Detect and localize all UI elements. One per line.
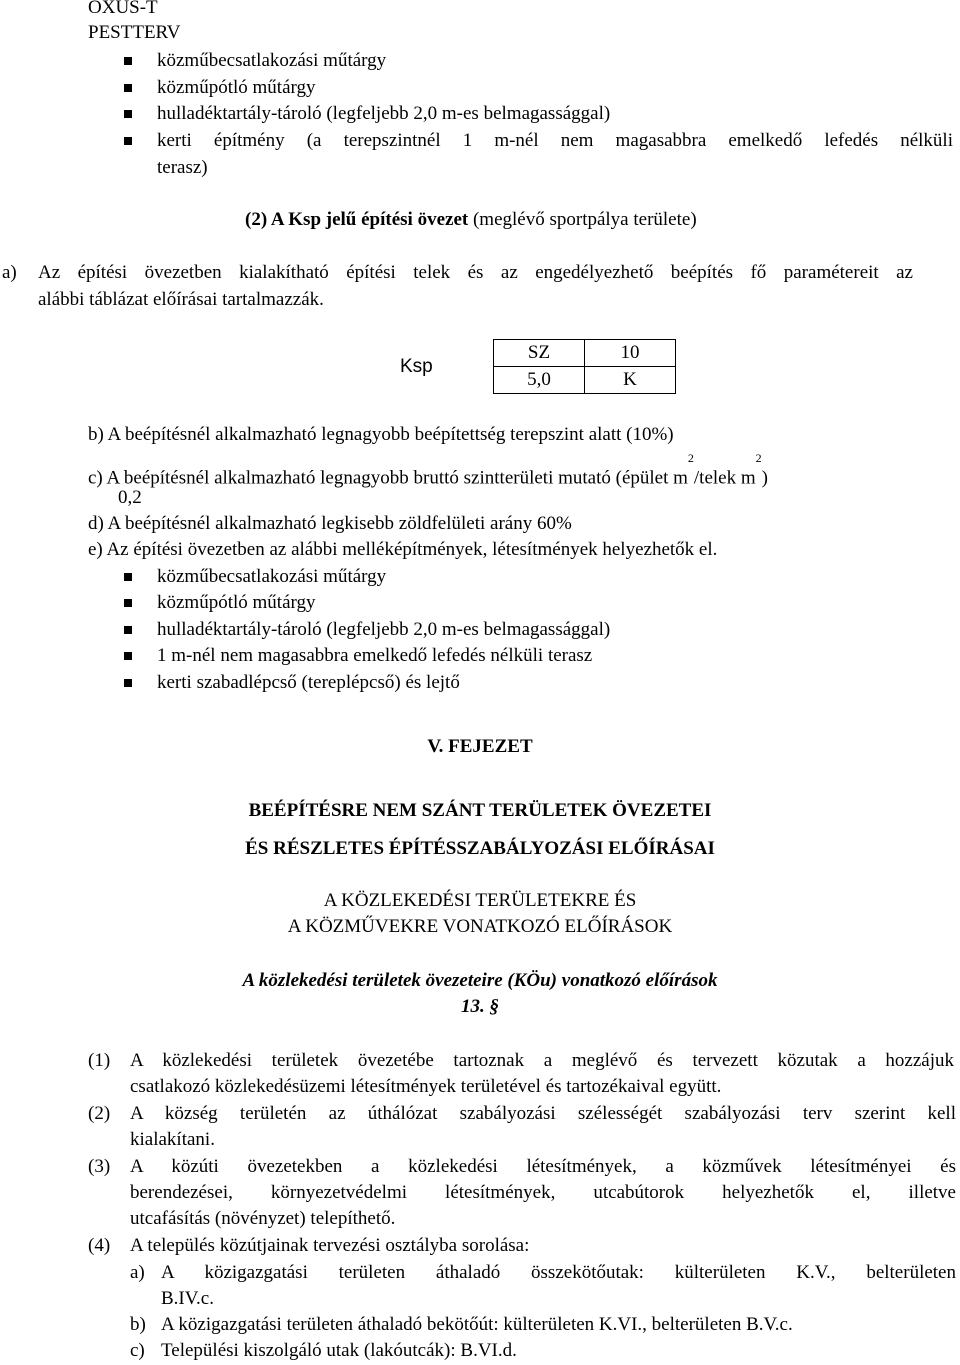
bullet-square-icon	[124, 110, 132, 118]
paragraph-2-line-1: A község területén az úthálózat szabályozási szélességét szabályozási terv szerint kell	[130, 1103, 956, 1124]
paragraph-3-line-2: berendezései, környezetvédelmi létesítmények, utcabútorok helyezhetők el, illetve	[130, 1182, 956, 1203]
bullet-square-icon	[124, 137, 132, 145]
chapter-title-line-1: BEÉPÍTÉSRE NEM SZÁNT TERÜLETEK ÖVEZETEI	[248, 800, 712, 821]
item-d: d) A beépítésnél alkalmazható legkisebb zöldfelületi arány 60%	[88, 513, 572, 534]
section-number: 13. §	[461, 996, 499, 1017]
chapter-number: V. FEJEZET	[427, 736, 533, 757]
paragraph-1-line-2: csatlakozó közlekedésüzemi létesítmények területével és tartozékaival együtt.	[130, 1076, 722, 1097]
item-c-value: 0,2	[118, 487, 142, 508]
item-e: e) Az építési övezetben az alábbi melléképítmények, létesítmények helyezhetők el.	[88, 539, 718, 560]
item-b: b) A beépítésnél alkalmazható legnagyobb beépítettség terepszint alatt (10%)	[88, 424, 674, 445]
paragraph-number: (4)	[88, 1235, 111, 1256]
italic-subheading: A közlekedési területek övezeteire (KÖu) vonatkozó előírások	[242, 970, 718, 991]
sub-item-c: Települési kiszolgáló utak (lakóutcák): B.VI.d.	[161, 1340, 517, 1361]
list-item: kerti szabadlépcső (tereplépcső) és lejtő	[157, 672, 460, 693]
zone-title-bold: (2) A Ksp jelű építési övezet	[245, 209, 469, 230]
paragraph-2-line-2: kialakítani.	[130, 1129, 215, 1150]
item-a-label: a)	[2, 262, 17, 283]
list-item: közműpótló műtárgy	[157, 592, 316, 613]
list-item: hulladéktartály-tároló (legfeljebb 2,0 m-es belmagassággal)	[157, 103, 611, 124]
sub-item-a-line-1: A közigazgatási területen áthaladó összekötőutak: külterületen K.V., belterületen	[161, 1262, 956, 1283]
item-a-line-1: Az építési övezetben kialakítható építési telek és az engedélyezhető beépítés fő paramétereit az	[38, 262, 913, 283]
header-line-2: PESTTERV	[88, 22, 181, 43]
paragraph-3-line-3: utcafásítás (növényzet) telepíthető.	[130, 1208, 396, 1229]
paragraph-number: (2)	[88, 1103, 111, 1124]
bullet-square-icon	[124, 84, 132, 92]
table-cell-10: 10	[585, 340, 676, 367]
list-item: közműbecsatlakozási műtárgy	[157, 50, 387, 71]
sub-item-label: b)	[130, 1314, 146, 1335]
subheading-line-2: A KÖZMŰVEKRE VONATKOZÓ ELŐÍRÁSOK	[287, 916, 673, 937]
subheading-line-1: A KÖZLEKEDÉSI TERÜLETEKRE ÉS	[323, 890, 637, 911]
paragraph-3-line-1: A közúti övezetekben a közlekedési létesítmények, a közművek létesítményei és	[130, 1156, 956, 1177]
zone-title-rest: (meglévő sportpálya területe)	[468, 209, 697, 230]
ksp-parameter-table	[493, 339, 676, 394]
superscript-2: 2	[687, 451, 694, 465]
ksp-label: Ksp	[400, 356, 433, 377]
zone-title	[245, 209, 697, 231]
item-c-mid: /telek m	[693, 467, 756, 489]
bullet-square-icon	[124, 57, 132, 65]
bullet-square-icon	[124, 599, 132, 607]
sub-item-a-line-2: B.IV.c.	[161, 1288, 214, 1309]
bullet-square-icon	[124, 679, 132, 687]
list-item: közműpótló műtárgy	[157, 77, 316, 98]
bullet-square-icon	[124, 573, 132, 581]
table-cell-k: K	[585, 367, 676, 394]
header-line-1: OXUS-T	[88, 0, 158, 18]
sub-item-b: A közigazgatási területen áthaladó bekötőút: külterületen K.VI., belterületen B.V.c.	[161, 1314, 793, 1335]
paragraph-number: (3)	[88, 1156, 111, 1177]
table-cell-5-0: 5,0	[494, 367, 585, 394]
paragraph-1-line-1: A közlekedési területek övezetébe tartoznak a meglévő és tervezett közutak a hozzájuk	[130, 1050, 954, 1071]
superscript-2: 2	[755, 451, 762, 465]
bullet-square-icon	[124, 652, 132, 660]
list-item-continuation: terasz)	[157, 157, 208, 178]
list-item: kerti építmény (a terepszintnél 1 m-nél nem magasabbra emelkedő lefedés nélküli	[157, 130, 953, 151]
paragraph-4-line-1: A település közútjainak tervezési osztályba sorolása:	[130, 1235, 530, 1256]
sub-item-label: c)	[130, 1340, 145, 1361]
paragraph-number: (1)	[88, 1050, 111, 1071]
item-c-text: c) A beépítésnél alkalmazható legnagyobb bruttó szintterületi mutató (épület m	[88, 467, 688, 489]
chapter-title-line-2: ÉS RÉSZLETES ÉPÍTÉSSZABÁLYOZÁSI ELŐÍRÁSAI	[245, 838, 715, 859]
list-item: közműbecsatlakozási műtárgy	[157, 566, 387, 587]
item-a-line-2: alábbi táblázat előírásai tartalmazzák.	[38, 289, 324, 310]
list-item: 1 m-nél nem magasabbra emelkedő lefedés nélküli terasz	[157, 645, 593, 666]
item-c	[88, 451, 768, 489]
table-cell-sz: SZ	[494, 340, 585, 367]
sub-item-label: a)	[130, 1262, 145, 1283]
bullet-square-icon	[124, 626, 132, 634]
item-c-end: )	[761, 467, 768, 489]
list-item: hulladéktartály-tároló (legfeljebb 2,0 m-es belmagassággal)	[157, 619, 611, 640]
